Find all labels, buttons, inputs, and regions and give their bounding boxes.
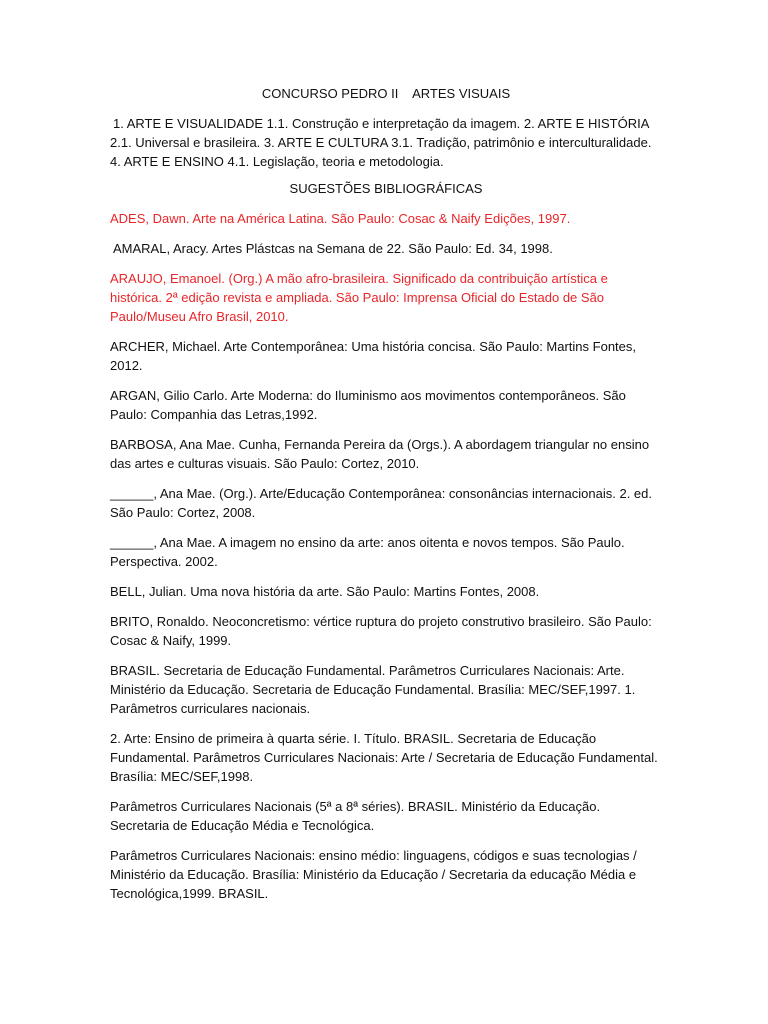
bibliography-entry: AMARAL, Aracy. Artes Plástcas na Semana de 22. São Paulo: Ed. 34, 1998.	[113, 241, 553, 256]
bibliography-entry: ADES, Dawn. Arte na América Latina. São Paulo: Cosac & Naify Edições, 1997.	[110, 211, 571, 226]
bibliography-heading: SUGESTÕES BIBLIOGRÁFICAS	[289, 181, 483, 196]
bibliography-entry: BRITO, Ronaldo. Neoconcretismo: vértice ruptura do projeto construtivo brasileiro. São Paulo: Cosac & Naify, 1999.	[110, 614, 652, 648]
document-title: CONCURSO PEDRO II ARTES VISUAIS	[261, 86, 511, 101]
exam-topics: 1. ARTE E VISUALIDADE 1.1. Construção e interpretação da imagem. 2. ARTE E HISTÓRIA 2.1. Universal e brasileira. 3. ARTE E CULTURA 3.1. Tradição, patrimônio e interculturalidade. 4. ARTE E ENSINO 4.1. Legislação, teoria e metodologia.	[110, 116, 652, 169]
bibliography-entry: ARGAN, Gilio Carlo. Arte Moderna: do Iluminismo aos movimentos contemporâneos. São Paulo: Companhia das Letras,1992.	[110, 388, 626, 422]
bibliography-entry: ARCHER, Michael. Arte Contemporânea: Uma história concisa. São Paulo: Martins Fontes, 2012.	[110, 339, 637, 373]
bibliography-entry: ARAUJO, Emanoel. (Org.) A mão afro-brasileira. Significado da contribuição artística e histórica. 2ª edição revista e ampliada. São Paulo: Imprensa Oficial do Estado de São Paulo/Museu Afro Brasil, 2010.	[110, 271, 608, 324]
bibliography-entry: BRASIL. Secretaria de Educação Fundamental. Parâmetros Curriculares Nacionais: Arte. Ministério da Educação. Secretaria de Educação Fundamental. Brasília: MEC/SEF,1997. 1. Parâmetros curriculares nacionais.	[110, 663, 636, 716]
bibliography-entry: Parâmetros Curriculares Nacionais: ensino médio: linguagens, códigos e suas tecnologias / Ministério da Educação. Brasília: Ministério da Educação / Secretaria da educação Média e Tecnológica,1999. BRASIL.	[110, 848, 637, 901]
bibliography-entry: Parâmetros Curriculares Nacionais (5ª a 8ª séries). BRASIL. Ministério da Educação. Secretaria de Educação Média e Tecnológica.	[110, 799, 601, 833]
bibliography-entry: ______, Ana Mae. (Org.). Arte/Educação Contemporânea: consonâncias internacionais. 2. ed. São Paulo: Cortez, 2008.	[110, 486, 653, 520]
bibliography-entry: ______, Ana Mae. A imagem no ensino da arte: anos oitenta e novos tempos. São Paulo. Perspectiva. 2002.	[110, 535, 625, 569]
bibliography-entry: BELL, Julian. Uma nova história da arte. São Paulo: Martins Fontes, 2008.	[110, 584, 540, 599]
document-page	[110, 84, 662, 914]
bibliography-entry: BARBOSA, Ana Mae. Cunha, Fernanda Pereira da (Orgs.). A abordagem triangular no ensino das artes e culturas visuais. São Paulo: Cortez, 2010.	[110, 437, 650, 471]
bibliography-entry: 2. Arte: Ensino de primeira à quarta série. I. Título. BRASIL. Secretaria de Educação Fundamental. Parâmetros Curriculares Nacionais: Arte / Secretaria de Educação Fundamental. Brasília: MEC/SEF,1998.	[110, 731, 658, 784]
